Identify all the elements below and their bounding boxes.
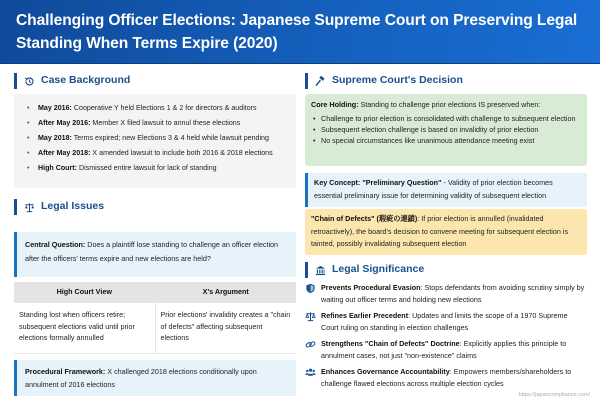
section-title-text: Legal Issues <box>41 200 105 213</box>
item-text: Terms expired; new Elections 3 & 4 held while lawsuit pending <box>71 134 269 142</box>
list-item <box>24 116 286 131</box>
table-header-high-court: High Court View <box>14 282 155 303</box>
users-icon <box>305 367 316 378</box>
significance-text: : Empowers members/shareholders to challenge flawed elections across multiple election cycles <box>321 367 572 388</box>
significance-label: Prevents Procedural Evasion <box>321 283 421 292</box>
section-title-text: Case Background <box>41 74 131 87</box>
section-title-text: Supreme Court's Decision <box>332 74 463 87</box>
arguments-table <box>14 282 296 354</box>
list-item <box>305 310 587 333</box>
central-question-label: Central Question: <box>25 240 86 249</box>
table-header-row <box>14 282 296 303</box>
decision-heading <box>305 73 463 89</box>
scales-icon <box>23 201 35 213</box>
item-label: After May 2018: <box>38 149 91 157</box>
core-holding-box <box>305 94 587 166</box>
landmark-icon <box>314 264 326 276</box>
significance-heading <box>305 262 424 278</box>
list-item: • Challenge to prior election is consolidated with challenge to subsequent election <box>311 113 581 124</box>
table-cell: Prior elections' invalidity creates a "chain of defects" affecting subsequent elections <box>155 303 296 353</box>
source-url[interactable]: https://japancompliance.com/ <box>518 392 590 398</box>
history-icon <box>23 75 35 87</box>
central-question-text: Does a plaintiff lose standing to challenge an officer election after the officers' terms expire and new elections are held? <box>25 240 279 263</box>
item-text: X amended lawsuit to include both 2016 & 2018 elections <box>90 149 273 157</box>
list-item <box>24 161 286 176</box>
core-holding-intro <box>311 99 581 111</box>
procedural-framework-box <box>14 360 296 396</box>
chain-of-defects-text: : If prior election is annulled (invalidated retroactively), the board's decision to convene meeting for subsequent election is tainted, possibly invalidating subsequent election <box>311 214 569 248</box>
table-header-x-argument: X's Argument <box>155 282 296 303</box>
chain-of-defects-box <box>305 209 587 255</box>
core-holding-label: Core Holding: <box>311 100 359 109</box>
header-banner <box>0 0 600 64</box>
procedural-framework-text: X challenged 2018 elections conditionally upon annulment of 2016 elections <box>25 367 257 389</box>
key-concept-box <box>305 173 587 207</box>
item-label: May 2018: <box>38 134 72 142</box>
core-holding-text: Standing to challenge prior elections IS preserved when: <box>358 100 541 109</box>
list-item <box>24 101 286 116</box>
holding-conditions-list <box>311 113 581 146</box>
balance-icon <box>305 311 316 322</box>
item-label: May 2016: <box>38 104 72 112</box>
shield-icon <box>305 283 316 294</box>
key-concept-label: Key Concept: "Preliminary Question" <box>314 178 442 187</box>
item-text: Dismissed entire lawsuit for lack of standing <box>77 164 217 172</box>
significance-label: Strengthens "Chain of Defects" Doctrine <box>321 339 460 348</box>
list-item <box>24 146 286 161</box>
case-background-heading <box>14 73 130 89</box>
item-label: High Court: <box>38 164 78 172</box>
page-title: Challenging Officer Elections: Japanese Supreme Court on Preserving Legal Standing When Terms Expire (2020) <box>16 12 578 52</box>
procedural-framework-label: Procedural Framework: <box>25 367 106 376</box>
list-item <box>305 282 587 305</box>
table-row <box>14 303 296 353</box>
list-item: • No special circumstances like unanimous attendance meeting exist <box>311 135 581 146</box>
list-item <box>305 366 587 389</box>
item-label: After May 2016: <box>38 119 91 127</box>
significance-list <box>305 282 587 394</box>
legal-issues-heading <box>14 199 104 215</box>
case-background-box <box>14 94 296 188</box>
link-icon <box>305 339 316 350</box>
case-background-list <box>24 101 286 176</box>
significance-label: Enhances Governance Accountability <box>321 367 450 376</box>
chain-of-defects-label: "Chain of Defects" (瑕疵の連鎖) <box>311 214 418 223</box>
gavel-icon <box>314 75 326 87</box>
list-item <box>305 338 587 361</box>
list-item <box>24 131 286 146</box>
item-text: Member X filed lawsuit to annul these elections <box>90 119 241 127</box>
list-item: • Subsequent election challenge is based on invalidity of prior election <box>311 124 581 135</box>
table-cell: Standing lost when officers retire; subsequent elections valid until prior elections formally annulled <box>14 303 155 353</box>
significance-text: : Stops defendants from avoiding scrutiny simply by waiting out officer terms and holding new elections <box>321 283 585 304</box>
significance-label: Refines Earlier Precedent <box>321 311 409 320</box>
item-text: Cooperative Y held Elections 1 & 2 for directors & auditors <box>71 104 257 112</box>
key-concept-text: - Validity of prior election becomes essential preliminary issue for determining validity of subsequent election <box>314 178 553 200</box>
section-title-text: Legal Significance <box>332 263 425 276</box>
significance-text: : Updates and limits the scope of a 1970 Supreme Court ruling on standing in election challenges <box>321 311 568 332</box>
significance-text: : Explicitly applies this principle to annulment cases, not just "non-existence" claims <box>321 339 567 360</box>
central-question-box <box>14 232 296 277</box>
